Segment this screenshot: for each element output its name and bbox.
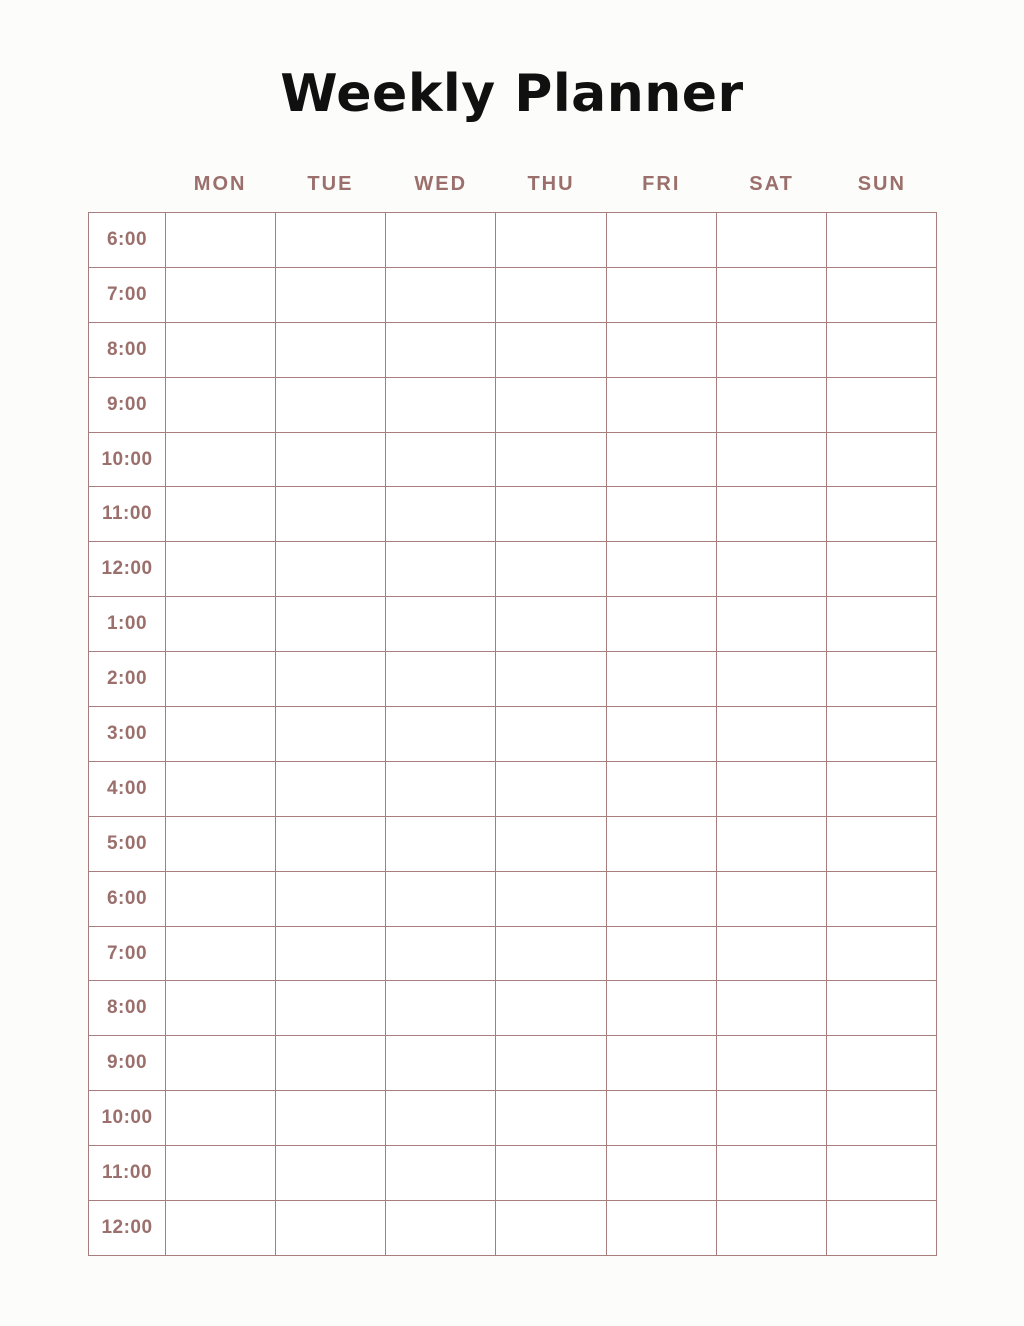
schedule-cell xyxy=(166,927,276,982)
schedule-cell xyxy=(827,268,937,323)
schedule-cell xyxy=(827,487,937,542)
schedule-cell xyxy=(827,323,937,378)
planner-row xyxy=(89,762,937,817)
schedule-cell xyxy=(276,433,386,488)
schedule-cell xyxy=(166,597,276,652)
planner-row xyxy=(89,378,937,433)
time-label: 2:00 xyxy=(89,652,166,707)
planner-row xyxy=(89,1091,937,1146)
schedule-cell xyxy=(276,762,386,817)
planner-row xyxy=(89,817,937,872)
time-label: 11:00 xyxy=(89,1146,166,1201)
day-header-tue: TUE xyxy=(307,172,354,195)
schedule-cell xyxy=(496,707,606,762)
schedule-cell xyxy=(276,817,386,872)
schedule-cell xyxy=(827,707,937,762)
schedule-cell xyxy=(717,1201,827,1256)
schedule-cell xyxy=(386,1146,496,1201)
schedule-cell xyxy=(827,433,937,488)
time-label: 6:00 xyxy=(89,213,166,268)
schedule-cell xyxy=(496,323,606,378)
schedule-cell xyxy=(276,542,386,597)
schedule-cell xyxy=(276,213,386,268)
schedule-cell xyxy=(276,872,386,927)
planner-row xyxy=(89,652,937,707)
schedule-cell xyxy=(717,378,827,433)
schedule-cell xyxy=(386,268,496,323)
time-label: 1:00 xyxy=(89,597,166,652)
schedule-cell xyxy=(166,1036,276,1091)
time-label: 10:00 xyxy=(89,1091,166,1146)
schedule-cell xyxy=(607,1146,717,1201)
schedule-cell xyxy=(607,652,717,707)
schedule-cell xyxy=(166,652,276,707)
day-header-sat: SAT xyxy=(749,172,794,195)
schedule-cell xyxy=(386,652,496,707)
time-label: 12:00 xyxy=(89,542,166,597)
schedule-cell xyxy=(166,1091,276,1146)
schedule-cell xyxy=(717,213,827,268)
schedule-cell xyxy=(386,487,496,542)
schedule-cell xyxy=(386,1201,496,1256)
schedule-cell xyxy=(276,1091,386,1146)
schedule-cell xyxy=(827,213,937,268)
schedule-cell xyxy=(496,597,606,652)
schedule-cell xyxy=(386,707,496,762)
schedule-cell xyxy=(166,268,276,323)
schedule-cell xyxy=(496,1146,606,1201)
schedule-cell xyxy=(496,542,606,597)
schedule-cell xyxy=(166,433,276,488)
schedule-cell xyxy=(607,927,717,982)
schedule-cell xyxy=(276,378,386,433)
time-label: 11:00 xyxy=(89,487,166,542)
schedule-cell xyxy=(496,1201,606,1256)
planner-row xyxy=(89,213,937,268)
schedule-cell xyxy=(276,1036,386,1091)
planner-row xyxy=(89,927,937,982)
schedule-cell xyxy=(386,378,496,433)
schedule-cell xyxy=(166,707,276,762)
schedule-cell xyxy=(827,817,937,872)
planner-row xyxy=(89,323,937,378)
schedule-cell xyxy=(496,927,606,982)
schedule-cell xyxy=(276,981,386,1036)
schedule-cell xyxy=(827,542,937,597)
schedule-cell xyxy=(166,981,276,1036)
time-label: 8:00 xyxy=(89,323,166,378)
schedule-cell xyxy=(386,597,496,652)
schedule-cell xyxy=(717,1146,827,1201)
planner-row xyxy=(89,1146,937,1201)
schedule-cell xyxy=(496,268,606,323)
schedule-cell xyxy=(496,213,606,268)
schedule-cell xyxy=(276,487,386,542)
day-header-wed: WED xyxy=(414,172,468,195)
schedule-cell xyxy=(607,542,717,597)
schedule-cell xyxy=(717,1091,827,1146)
schedule-cell xyxy=(166,762,276,817)
schedule-cell xyxy=(386,872,496,927)
schedule-cell xyxy=(827,872,937,927)
schedule-cell xyxy=(386,927,496,982)
planner-row xyxy=(89,542,937,597)
schedule-cell xyxy=(166,378,276,433)
schedule-cell xyxy=(607,487,717,542)
day-header-mon: MON xyxy=(193,172,247,195)
schedule-cell xyxy=(827,762,937,817)
header-corner-spacer xyxy=(88,168,165,200)
schedule-cell xyxy=(386,981,496,1036)
planner-row xyxy=(89,1036,937,1091)
schedule-cell xyxy=(386,323,496,378)
schedule-cell xyxy=(827,1201,937,1256)
planner-row xyxy=(89,487,937,542)
schedule-cell xyxy=(827,981,937,1036)
schedule-cell xyxy=(276,323,386,378)
schedule-cell xyxy=(827,1036,937,1091)
schedule-cell xyxy=(166,213,276,268)
schedule-cell xyxy=(717,707,827,762)
schedule-cell xyxy=(607,378,717,433)
schedule-cell xyxy=(386,1036,496,1091)
schedule-cell xyxy=(496,433,606,488)
schedule-cell xyxy=(166,542,276,597)
day-header-thu: THU xyxy=(527,172,575,195)
schedule-cell xyxy=(607,1036,717,1091)
schedule-cell xyxy=(166,1146,276,1201)
time-label: 4:00 xyxy=(89,762,166,817)
schedule-cell xyxy=(166,323,276,378)
schedule-cell xyxy=(607,762,717,817)
time-label: 8:00 xyxy=(89,981,166,1036)
planner-row xyxy=(89,597,937,652)
time-label: 12:00 xyxy=(89,1201,166,1256)
day-header-fri: FRI xyxy=(642,172,681,195)
schedule-cell xyxy=(607,597,717,652)
schedule-cell xyxy=(607,872,717,927)
schedule-cell xyxy=(386,433,496,488)
time-label: 10:00 xyxy=(89,433,166,488)
time-label: 5:00 xyxy=(89,817,166,872)
time-label: 7:00 xyxy=(89,268,166,323)
schedule-cell xyxy=(276,1201,386,1256)
schedule-cell xyxy=(607,1091,717,1146)
schedule-cell xyxy=(717,433,827,488)
time-label: 6:00 xyxy=(89,872,166,927)
schedule-cell xyxy=(276,707,386,762)
page-title: Weekly Planner xyxy=(280,64,744,124)
schedule-cell xyxy=(607,268,717,323)
schedule-cell xyxy=(607,817,717,872)
schedule-cell xyxy=(717,487,827,542)
schedule-cell xyxy=(276,1146,386,1201)
schedule-cell xyxy=(496,817,606,872)
schedule-cell xyxy=(717,817,827,872)
day-header-sun: SUN xyxy=(857,172,906,195)
planner-row xyxy=(89,707,937,762)
schedule-cell xyxy=(827,378,937,433)
time-label: 9:00 xyxy=(89,1036,166,1091)
schedule-cell xyxy=(276,597,386,652)
schedule-cell xyxy=(827,652,937,707)
schedule-cell xyxy=(496,487,606,542)
time-label: 3:00 xyxy=(89,707,166,762)
schedule-cell xyxy=(827,597,937,652)
schedule-cell xyxy=(496,652,606,707)
planner-row xyxy=(89,1201,937,1256)
schedule-cell xyxy=(386,542,496,597)
schedule-cell xyxy=(386,213,496,268)
schedule-cell xyxy=(717,323,827,378)
schedule-cell xyxy=(496,872,606,927)
schedule-cell xyxy=(827,1146,937,1201)
schedule-cell xyxy=(717,652,827,707)
schedule-cell xyxy=(717,927,827,982)
schedule-cell xyxy=(717,542,827,597)
schedule-cell xyxy=(717,762,827,817)
schedule-cell xyxy=(276,268,386,323)
schedule-cell xyxy=(496,1036,606,1091)
schedule-cell xyxy=(827,1091,937,1146)
schedule-cell xyxy=(607,981,717,1036)
schedule-cell xyxy=(276,652,386,707)
schedule-cell xyxy=(717,597,827,652)
planner-row xyxy=(89,981,937,1036)
schedule-cell xyxy=(717,1036,827,1091)
schedule-cell xyxy=(386,762,496,817)
day-header-row xyxy=(88,168,937,200)
schedule-cell xyxy=(717,981,827,1036)
schedule-cell xyxy=(496,762,606,817)
schedule-cell xyxy=(717,268,827,323)
time-label: 7:00 xyxy=(89,927,166,982)
schedule-cell xyxy=(496,1091,606,1146)
planner-row xyxy=(89,433,937,488)
schedule-cell xyxy=(166,817,276,872)
schedule-cell xyxy=(607,433,717,488)
schedule-cell xyxy=(496,378,606,433)
schedule-cell xyxy=(827,927,937,982)
schedule-cell xyxy=(607,707,717,762)
schedule-cell xyxy=(166,872,276,927)
schedule-cell xyxy=(166,487,276,542)
schedule-cell xyxy=(607,323,717,378)
schedule-cell xyxy=(386,817,496,872)
schedule-cell xyxy=(386,1091,496,1146)
planner-row xyxy=(89,872,937,927)
schedule-cell xyxy=(607,1201,717,1256)
schedule-cell xyxy=(607,213,717,268)
planner-row xyxy=(89,268,937,323)
schedule-cell xyxy=(496,981,606,1036)
planner-grid xyxy=(88,212,937,1256)
schedule-cell xyxy=(717,872,827,927)
time-label: 9:00 xyxy=(89,378,166,433)
schedule-cell xyxy=(166,1201,276,1256)
schedule-cell xyxy=(276,927,386,982)
